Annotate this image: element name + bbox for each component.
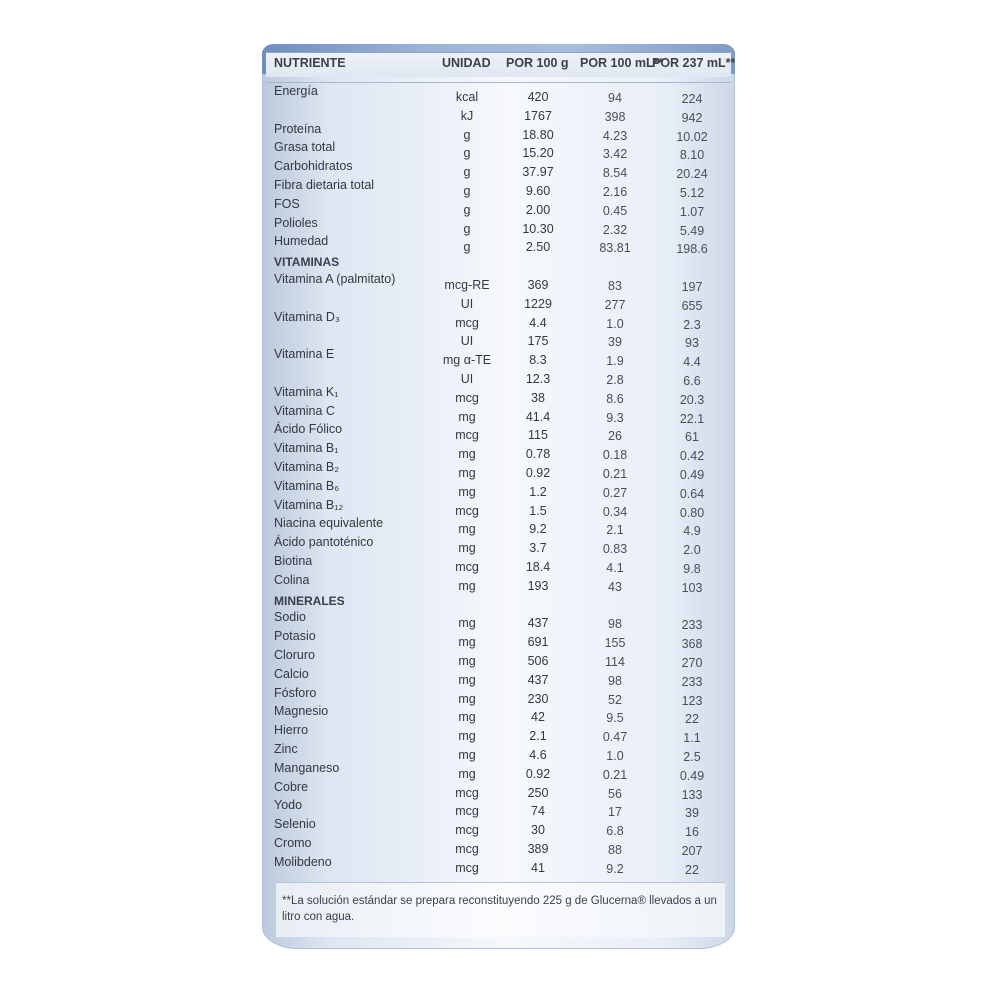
value-per-100ml: 94: [608, 91, 622, 105]
value-per-237ml: 2.0: [683, 543, 701, 558]
table-row: [262, 497, 735, 520]
table-row: [262, 140, 735, 163]
unit-cell: mg: [458, 672, 476, 687]
table-row: [262, 817, 735, 840]
value-per-100ml: 52: [608, 692, 622, 707]
value-per-237ml: 233: [681, 618, 703, 633]
nutrient-name: Vitamina A (palmitato): [274, 272, 396, 286]
nutrient-name: Ácido Fólico: [274, 422, 343, 437]
nutrient-name: Polioles: [274, 215, 318, 230]
value-per-100ml: 3.42: [602, 147, 628, 162]
table-row: [262, 291, 735, 313]
table-row: [262, 685, 735, 708]
unit-cell: mg: [458, 691, 476, 706]
value-per-237ml: 10.02: [676, 129, 708, 144]
value-per-237ml: 4.4: [683, 355, 701, 370]
unit-cell: mcg: [455, 785, 479, 800]
value-per-100g: 4.4: [529, 315, 547, 330]
value-per-100ml: 83.81: [599, 241, 631, 256]
table-row: [262, 554, 735, 576]
table-row: [262, 478, 735, 501]
header-por-100ml: POR 100 mL**: [580, 56, 664, 70]
table-row: [262, 460, 735, 482]
nutrient-name: Vitamina D₃: [274, 309, 340, 324]
value-per-100g: 420: [527, 90, 549, 104]
table-row: [262, 103, 735, 125]
table-row: [262, 629, 735, 652]
value-per-100ml: 8.54: [602, 166, 628, 181]
unit-cell: UI: [460, 372, 474, 386]
value-per-100g: 8.3: [529, 353, 547, 368]
value-per-237ml: 0.64: [679, 486, 705, 501]
nutrient-name: Cromo: [274, 836, 312, 850]
nutrient-name: Vitamina K₁: [274, 384, 339, 399]
table-row: [262, 441, 735, 464]
value-per-100g: 1.5: [529, 503, 547, 518]
unit-cell: g: [463, 165, 471, 180]
nutrient-name: Fósforo: [274, 685, 317, 700]
section-heading-vitaminas: VITAMINAS: [274, 255, 340, 270]
value-per-100g: 193: [527, 578, 549, 593]
nutrient-name: Biotina: [274, 554, 313, 568]
table-row: [262, 215, 735, 238]
value-per-237ml: 9.8: [683, 562, 701, 576]
nutrient-name: Calcio: [274, 666, 309, 681]
value-per-100g: 0.92: [525, 466, 551, 480]
value-per-100ml: 2.32: [602, 222, 628, 237]
value-per-100ml: 2.16: [602, 185, 628, 199]
nutrient-name: Manganeso: [274, 760, 340, 775]
nutrient-name: Hierro: [274, 723, 309, 738]
value-per-237ml: 270: [681, 656, 703, 670]
unit-cell: kcal: [455, 90, 479, 104]
value-per-237ml: 942: [681, 110, 703, 125]
section-heading-minerales: MINERALES: [274, 593, 345, 608]
value-per-100ml: 9.2: [606, 861, 624, 876]
value-per-100ml: 0.47: [602, 730, 628, 745]
nutrient-name: Vitamina E: [274, 347, 335, 362]
unit-cell: mcg: [455, 390, 479, 405]
unit-cell: mcg: [455, 428, 479, 443]
nutrient-name: Cloruro: [274, 648, 315, 662]
value-per-237ml: 0.80: [679, 505, 705, 520]
header-unidad: UNIDAD: [442, 56, 491, 70]
unit-cell: g: [463, 221, 471, 236]
header-por-237ml: POR 237 mL**: [652, 56, 735, 70]
value-per-100g: 1767: [524, 108, 552, 123]
nutrient-name: Humedad: [274, 234, 329, 249]
value-per-100g: 10.30: [522, 221, 554, 236]
table-row: [262, 704, 735, 727]
unit-cell: g: [463, 146, 471, 161]
value-per-100ml: 43: [608, 579, 622, 594]
value-per-237ml: 133: [681, 787, 703, 802]
value-per-100g: 0.92: [525, 766, 551, 781]
table-row: [262, 159, 735, 182]
nutrient-name: Potasio: [274, 629, 316, 644]
value-per-100g: 389: [527, 842, 549, 856]
value-per-100ml: 4.1: [606, 561, 624, 575]
unit-cell: mg: [458, 541, 476, 556]
unit-cell: mg: [458, 447, 476, 462]
value-per-100g: 2.00: [525, 202, 551, 217]
value-per-237ml: 1.1: [683, 731, 701, 746]
nutrient-name: Vitamina C: [274, 403, 335, 418]
table-row: [262, 535, 735, 558]
value-per-100ml: 0.83: [602, 542, 628, 557]
table-row: [262, 742, 735, 764]
nutrient-name: Magnesio: [274, 704, 329, 719]
value-per-100ml: 0.45: [602, 203, 628, 218]
table-row: [262, 272, 735, 294]
value-per-100ml: 83: [608, 279, 622, 293]
unit-cell: mcg: [455, 860, 479, 875]
value-per-100g: 37.97: [522, 165, 554, 180]
value-per-100g: 15.20: [522, 146, 554, 161]
nutrient-name: Fibra dietaria total: [274, 178, 375, 192]
value-per-100g: 18.4: [525, 560, 551, 574]
footnote-box: [276, 882, 725, 937]
value-per-237ml: 61: [685, 430, 699, 445]
nutrient-name: Proteína: [274, 121, 322, 136]
value-per-237ml: 207: [681, 844, 703, 858]
value-per-100ml: 2.8: [606, 373, 624, 387]
value-per-100g: 369: [527, 278, 549, 292]
table-row: [262, 648, 735, 670]
table-row: [262, 516, 735, 539]
value-per-237ml: 0.42: [679, 449, 705, 464]
value-per-237ml: 5.12: [679, 186, 705, 200]
nutrient-name: Vitamina B₂: [274, 460, 340, 474]
value-per-100ml: 98: [608, 617, 622, 632]
unit-cell: UI: [460, 334, 474, 349]
table-row: [262, 779, 735, 802]
value-per-100g: 1229: [524, 296, 552, 311]
unit-cell: mg: [458, 654, 476, 668]
header-divider: [266, 82, 731, 83]
unit-cell: mg: [458, 748, 476, 762]
table-row: [262, 309, 735, 332]
table-row: [262, 798, 735, 821]
value-per-237ml: 22: [685, 712, 699, 727]
unit-cell: mg: [458, 729, 476, 744]
value-per-100ml: 0.21: [602, 767, 628, 782]
value-per-100ml: 56: [608, 786, 622, 801]
nutrient-name: Zinc: [274, 742, 298, 756]
unit-cell: kJ: [460, 108, 474, 123]
value-per-237ml: 0.49: [679, 468, 705, 482]
table-row: [262, 366, 735, 388]
table-row: [262, 403, 735, 426]
table-row: [262, 234, 735, 257]
value-per-100g: 2.50: [525, 240, 551, 255]
nutrient-name: Yodo: [274, 798, 303, 813]
value-per-100ml: 0.27: [602, 485, 628, 500]
table-row: [262, 384, 735, 407]
value-per-100ml: 26: [608, 429, 622, 444]
value-per-237ml: 224: [681, 92, 703, 106]
value-per-237ml: 233: [681, 674, 703, 689]
value-per-237ml: 2.5: [683, 750, 701, 764]
value-per-100ml: 155: [604, 636, 626, 651]
unit-cell: mcg: [455, 315, 479, 330]
unit-cell: mg: [458, 710, 476, 725]
value-per-100ml: 277: [604, 297, 626, 312]
nutrient-name: Vitamina B₁₂: [274, 497, 344, 512]
value-per-100g: 2.1: [529, 729, 547, 744]
value-per-237ml: 1.07: [679, 204, 705, 219]
unit-cell: mcg-RE: [444, 278, 490, 292]
value-per-100g: 9.2: [529, 522, 547, 537]
value-per-237ml: 6.6: [683, 374, 701, 388]
value-per-100ml: 8.6: [606, 391, 624, 406]
value-per-100ml: 98: [608, 673, 622, 688]
table-row: [262, 854, 735, 877]
value-per-100g: 115: [528, 428, 548, 443]
value-per-100g: 9.60: [525, 184, 551, 198]
nutrient-name: Ácido pantoténico: [274, 535, 374, 550]
value-per-100g: 41.4: [525, 409, 551, 424]
nutrient-name: Energía: [274, 84, 318, 98]
value-per-100g: 38: [531, 390, 545, 405]
unit-cell: mg: [458, 578, 476, 593]
value-per-100g: 41: [531, 860, 545, 875]
nutrition-label-panel: [262, 44, 735, 949]
table-row: [262, 610, 735, 633]
footnote-text: **La solución estándar se prepara reconstituyendo 225 g de Glucerna® llevados a un litro con agua.: [282, 895, 717, 923]
value-per-100ml: 2.1: [606, 523, 624, 538]
table-row: [262, 760, 735, 783]
value-per-100g: 691: [527, 635, 549, 650]
value-per-100g: 506: [527, 654, 549, 668]
value-per-100g: 175: [527, 334, 549, 349]
table-row: [262, 572, 735, 595]
unit-cell: mcg: [455, 503, 479, 518]
value-per-237ml: 2.3: [683, 317, 701, 332]
unit-cell: mcg: [455, 823, 479, 838]
value-per-237ml: 39: [685, 806, 699, 821]
value-per-100ml: 398: [604, 109, 626, 124]
value-per-237ml: 123: [681, 693, 703, 708]
nutrient-name: Carbohidratos: [274, 159, 353, 174]
value-per-100ml: 1.0: [606, 316, 624, 331]
value-per-100g: 1.2: [529, 484, 547, 499]
value-per-100g: 18.80: [522, 127, 554, 142]
nutrient-name: Cobre: [274, 779, 309, 794]
value-per-237ml: 8.10: [679, 148, 705, 163]
value-per-237ml: 22: [685, 862, 699, 877]
value-per-237ml: 5.49: [679, 223, 705, 238]
value-per-100g: 230: [527, 691, 549, 706]
value-per-100g: 437: [527, 672, 549, 687]
value-per-100ml: 4.23: [602, 128, 628, 143]
value-per-237ml: 368: [681, 637, 703, 652]
unit-cell: mg: [458, 484, 476, 499]
table-row: [262, 723, 735, 746]
value-per-237ml: 655: [681, 298, 703, 313]
value-per-100g: 250: [527, 785, 549, 800]
value-per-100g: 3.7: [529, 541, 547, 556]
table-row: [262, 121, 735, 144]
unit-cell: mg α-TE: [442, 353, 492, 368]
unit-cell: g: [463, 202, 471, 217]
value-per-100ml: 39: [608, 335, 622, 350]
table-row: [262, 836, 735, 858]
unit-cell: mg: [458, 522, 476, 537]
nutrient-name: Sodio: [274, 610, 306, 625]
value-per-100g: 42: [531, 710, 545, 725]
value-per-100ml: 0.18: [602, 448, 628, 463]
unit-cell: mcg: [455, 560, 479, 574]
value-per-100ml: 17: [608, 805, 622, 820]
value-per-237ml: 20.24: [676, 167, 708, 182]
nutrient-name: Colina: [274, 572, 310, 587]
header-nutriente: NUTRIENTE: [274, 56, 346, 70]
value-per-100g: 12.3: [525, 372, 551, 386]
nutrient-name: Selenio: [274, 817, 316, 832]
value-per-237ml: 198.6: [676, 242, 708, 257]
value-per-237ml: 103: [681, 580, 703, 595]
value-per-100g: 437: [527, 616, 549, 631]
table-row: [262, 328, 735, 351]
value-per-237ml: 22.1: [679, 411, 705, 426]
value-per-100ml: 88: [608, 843, 622, 857]
unit-cell: mg: [458, 466, 476, 480]
nutrient-name: Vitamina B₆: [274, 478, 340, 493]
table-row: [262, 347, 735, 370]
value-per-237ml: 20.3: [679, 392, 705, 407]
value-per-100ml: 9.3: [606, 410, 624, 425]
value-per-237ml: 197: [681, 280, 703, 294]
value-per-100ml: 0.21: [602, 467, 628, 481]
value-per-237ml: 4.9: [683, 524, 701, 539]
header-por-100g: POR 100 g: [506, 56, 569, 70]
unit-cell: g: [463, 184, 471, 198]
unit-cell: mcg: [455, 842, 479, 856]
table-row: [262, 178, 735, 200]
unit-cell: mg: [458, 766, 476, 781]
table-row: [262, 196, 735, 219]
unit-cell: UI: [460, 296, 474, 311]
value-per-100ml: 6.8: [606, 824, 624, 839]
table-row: [262, 666, 735, 689]
value-per-100g: 30: [531, 823, 545, 838]
value-per-100ml: 9.5: [606, 711, 624, 726]
value-per-100ml: 1.9: [606, 354, 624, 369]
table-row: [262, 422, 735, 445]
value-per-100g: 74: [531, 804, 545, 819]
value-per-100g: 0.78: [525, 447, 551, 462]
value-per-100g: 4.6: [529, 748, 547, 762]
value-per-237ml: 93: [685, 336, 699, 351]
nutrient-name: FOS: [274, 196, 300, 211]
nutrient-name: Molibdeno: [274, 854, 332, 869]
unit-cell: g: [463, 127, 471, 142]
unit-cell: mcg: [455, 804, 479, 819]
table-row: [262, 84, 735, 106]
value-per-100ml: 114: [605, 655, 625, 669]
value-per-237ml: 16: [685, 825, 699, 840]
nutrient-name: Vitamina B₁: [274, 441, 339, 456]
unit-cell: mg: [458, 616, 476, 631]
value-per-100ml: 0.34: [602, 504, 628, 519]
value-per-237ml: 0.49: [679, 768, 705, 783]
unit-cell: g: [463, 240, 471, 255]
nutrient-name: Niacina equivalente: [274, 516, 384, 531]
nutrient-name: Grasa total: [274, 140, 336, 155]
unit-cell: mg: [458, 409, 476, 424]
unit-cell: mg: [458, 635, 476, 650]
value-per-100ml: 1.0: [606, 749, 624, 763]
